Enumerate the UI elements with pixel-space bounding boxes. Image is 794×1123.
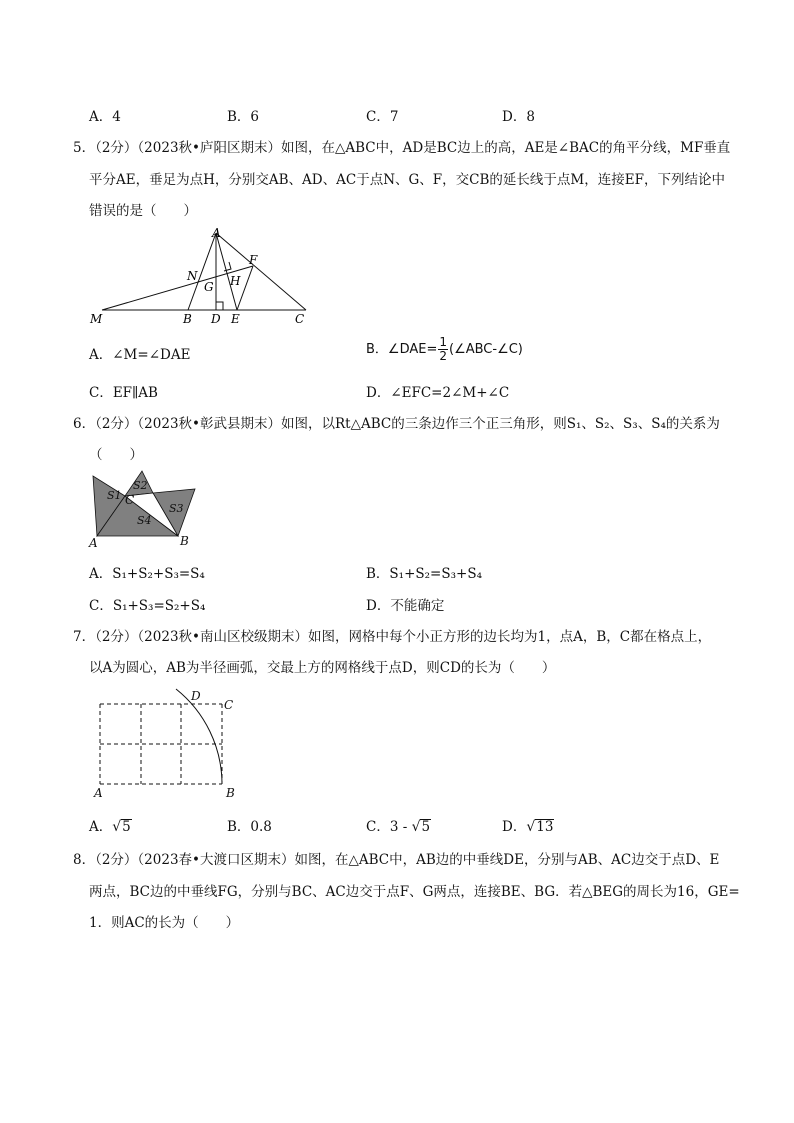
q5-label-b: B — [183, 312, 192, 326]
q6-label-c: C — [125, 493, 135, 507]
q5-label-e: E — [231, 312, 240, 326]
q5-option-b-fraction — [438, 336, 448, 363]
q6-stem-line2: （ ） — [89, 447, 143, 463]
q5-option-b — [366, 336, 523, 363]
q6-label-s1: S1 — [107, 489, 122, 502]
q7-option-d-prefix: D． — [502, 819, 527, 835]
q7-label-b: B — [226, 786, 235, 800]
q7-option-d-radicand: 13 — [536, 819, 554, 835]
q7-stem-line2: 以A为圆心，AB为半径画弧，交最上方的网格线于点D，则CD的长为（ ） — [89, 660, 556, 676]
q5-option-b-suffix: (∠ABC-∠C) — [449, 342, 523, 357]
q5-option-d: D．∠EFC=2∠M+∠C — [366, 385, 510, 401]
q7-label-d: D — [191, 689, 201, 703]
q5-label-f: F — [249, 253, 258, 267]
q5-label-n: N — [187, 269, 198, 283]
q7-option-c-radicand: 5 — [421, 819, 431, 835]
q5-label-g: G — [204, 280, 214, 294]
q7-option-c-prefix: C．3 - — [366, 819, 412, 835]
q7-option-b: B．0.8 — [227, 819, 272, 835]
q7-option-d — [502, 815, 554, 835]
q6-triangles-figure — [85, 466, 205, 550]
q6-option-d: D．不能确定 — [366, 598, 445, 614]
radical-sign-icon: √ — [411, 819, 421, 835]
q6-label-s3: S3 — [169, 502, 184, 515]
q6-stem-line1: 6．（2分）（2023秋•彰武县期末）如图，以Rt△ABC的三条边作三个正三角形，则S₁、S₂、S₃、S₄的关系为 — [73, 416, 720, 432]
q6-option-b: B．S₁+S₂=S₃+S₄ — [366, 566, 482, 582]
q6-label-s2: S2 — [133, 479, 148, 492]
q5-label-d: D — [211, 312, 221, 326]
q6-option-c: C．S₁+S₃=S₂+S₄ — [89, 598, 206, 614]
q7-option-a — [89, 815, 132, 835]
q5-option-b-prefix: B．∠DAE= — [366, 342, 438, 357]
q6-label-a: A — [89, 536, 98, 550]
q8-stem-line3: 1．则AC的长为（ ） — [89, 915, 240, 931]
radical-sign-icon: √ — [526, 819, 536, 835]
q5-label-a: A — [212, 226, 221, 240]
q5-stem-line2: 平分AE，垂足为点H，分别交AB、AD、AC于点N、G、F，交CB的延长线于点M，连接EF，下列结论中 — [89, 172, 725, 188]
q7-stem-line1: 7．（2分）（2023秋•南山区校级期末）如图，网格中每个小正方形的边长均为1，点A，B，C都在格点上， — [73, 629, 712, 645]
q5-option-a: A．∠M=∠DAE — [89, 347, 191, 363]
q4-option-a: A．4 — [89, 109, 121, 125]
q7-label-a: A — [94, 786, 103, 800]
q8-stem-line2: 两点，BC边的中垂线FG，分别与BC、AC边交于点F、G两点，连接BE、BG．若△BEG的周长为16，GE= — [89, 884, 740, 900]
q5-option-b-numerator: 1 — [439, 335, 447, 349]
q5-stem-line3: 错误的是（ ） — [89, 203, 197, 219]
q6-label-b: B — [180, 534, 189, 548]
q5-label-m: M — [90, 312, 103, 326]
q4-option-c: C．7 — [366, 109, 399, 125]
q4-option-d: D．8 — [502, 109, 535, 125]
q6-label-s4: S4 — [137, 514, 152, 527]
q7-grid-figure — [88, 684, 248, 802]
radical-sign-icon: √ — [112, 819, 122, 835]
q7-label-c: C — [224, 698, 234, 712]
q7-option-a-radicand: 5 — [122, 819, 131, 835]
q5-label-c: C — [295, 312, 305, 326]
q5-option-c: C．EF∥AB — [89, 385, 158, 401]
q5-stem-line1: 5．（2分）（2023秋•庐阳区期末）如图，在△ABC中，AD是BC边上的高，AE是∠BAC的角平分线，MF垂直 — [73, 140, 731, 156]
q7-option-c — [366, 815, 431, 835]
q7-option-a-prefix: A． — [89, 819, 113, 835]
q5-label-h: H — [230, 274, 241, 288]
q5-option-b-denominator: 2 — [439, 349, 447, 363]
q4-option-b: B．6 — [227, 109, 260, 125]
q5-triangle-figure — [85, 222, 320, 330]
q8-stem-line1: 8．（2分）（2023春•大渡口区期末）如图，在△ABC中，AB边的中垂线DE，分别与AB、AC边交于点D、E — [73, 852, 720, 868]
q6-option-a: A．S₁+S₂+S₃=S₄ — [89, 566, 205, 582]
